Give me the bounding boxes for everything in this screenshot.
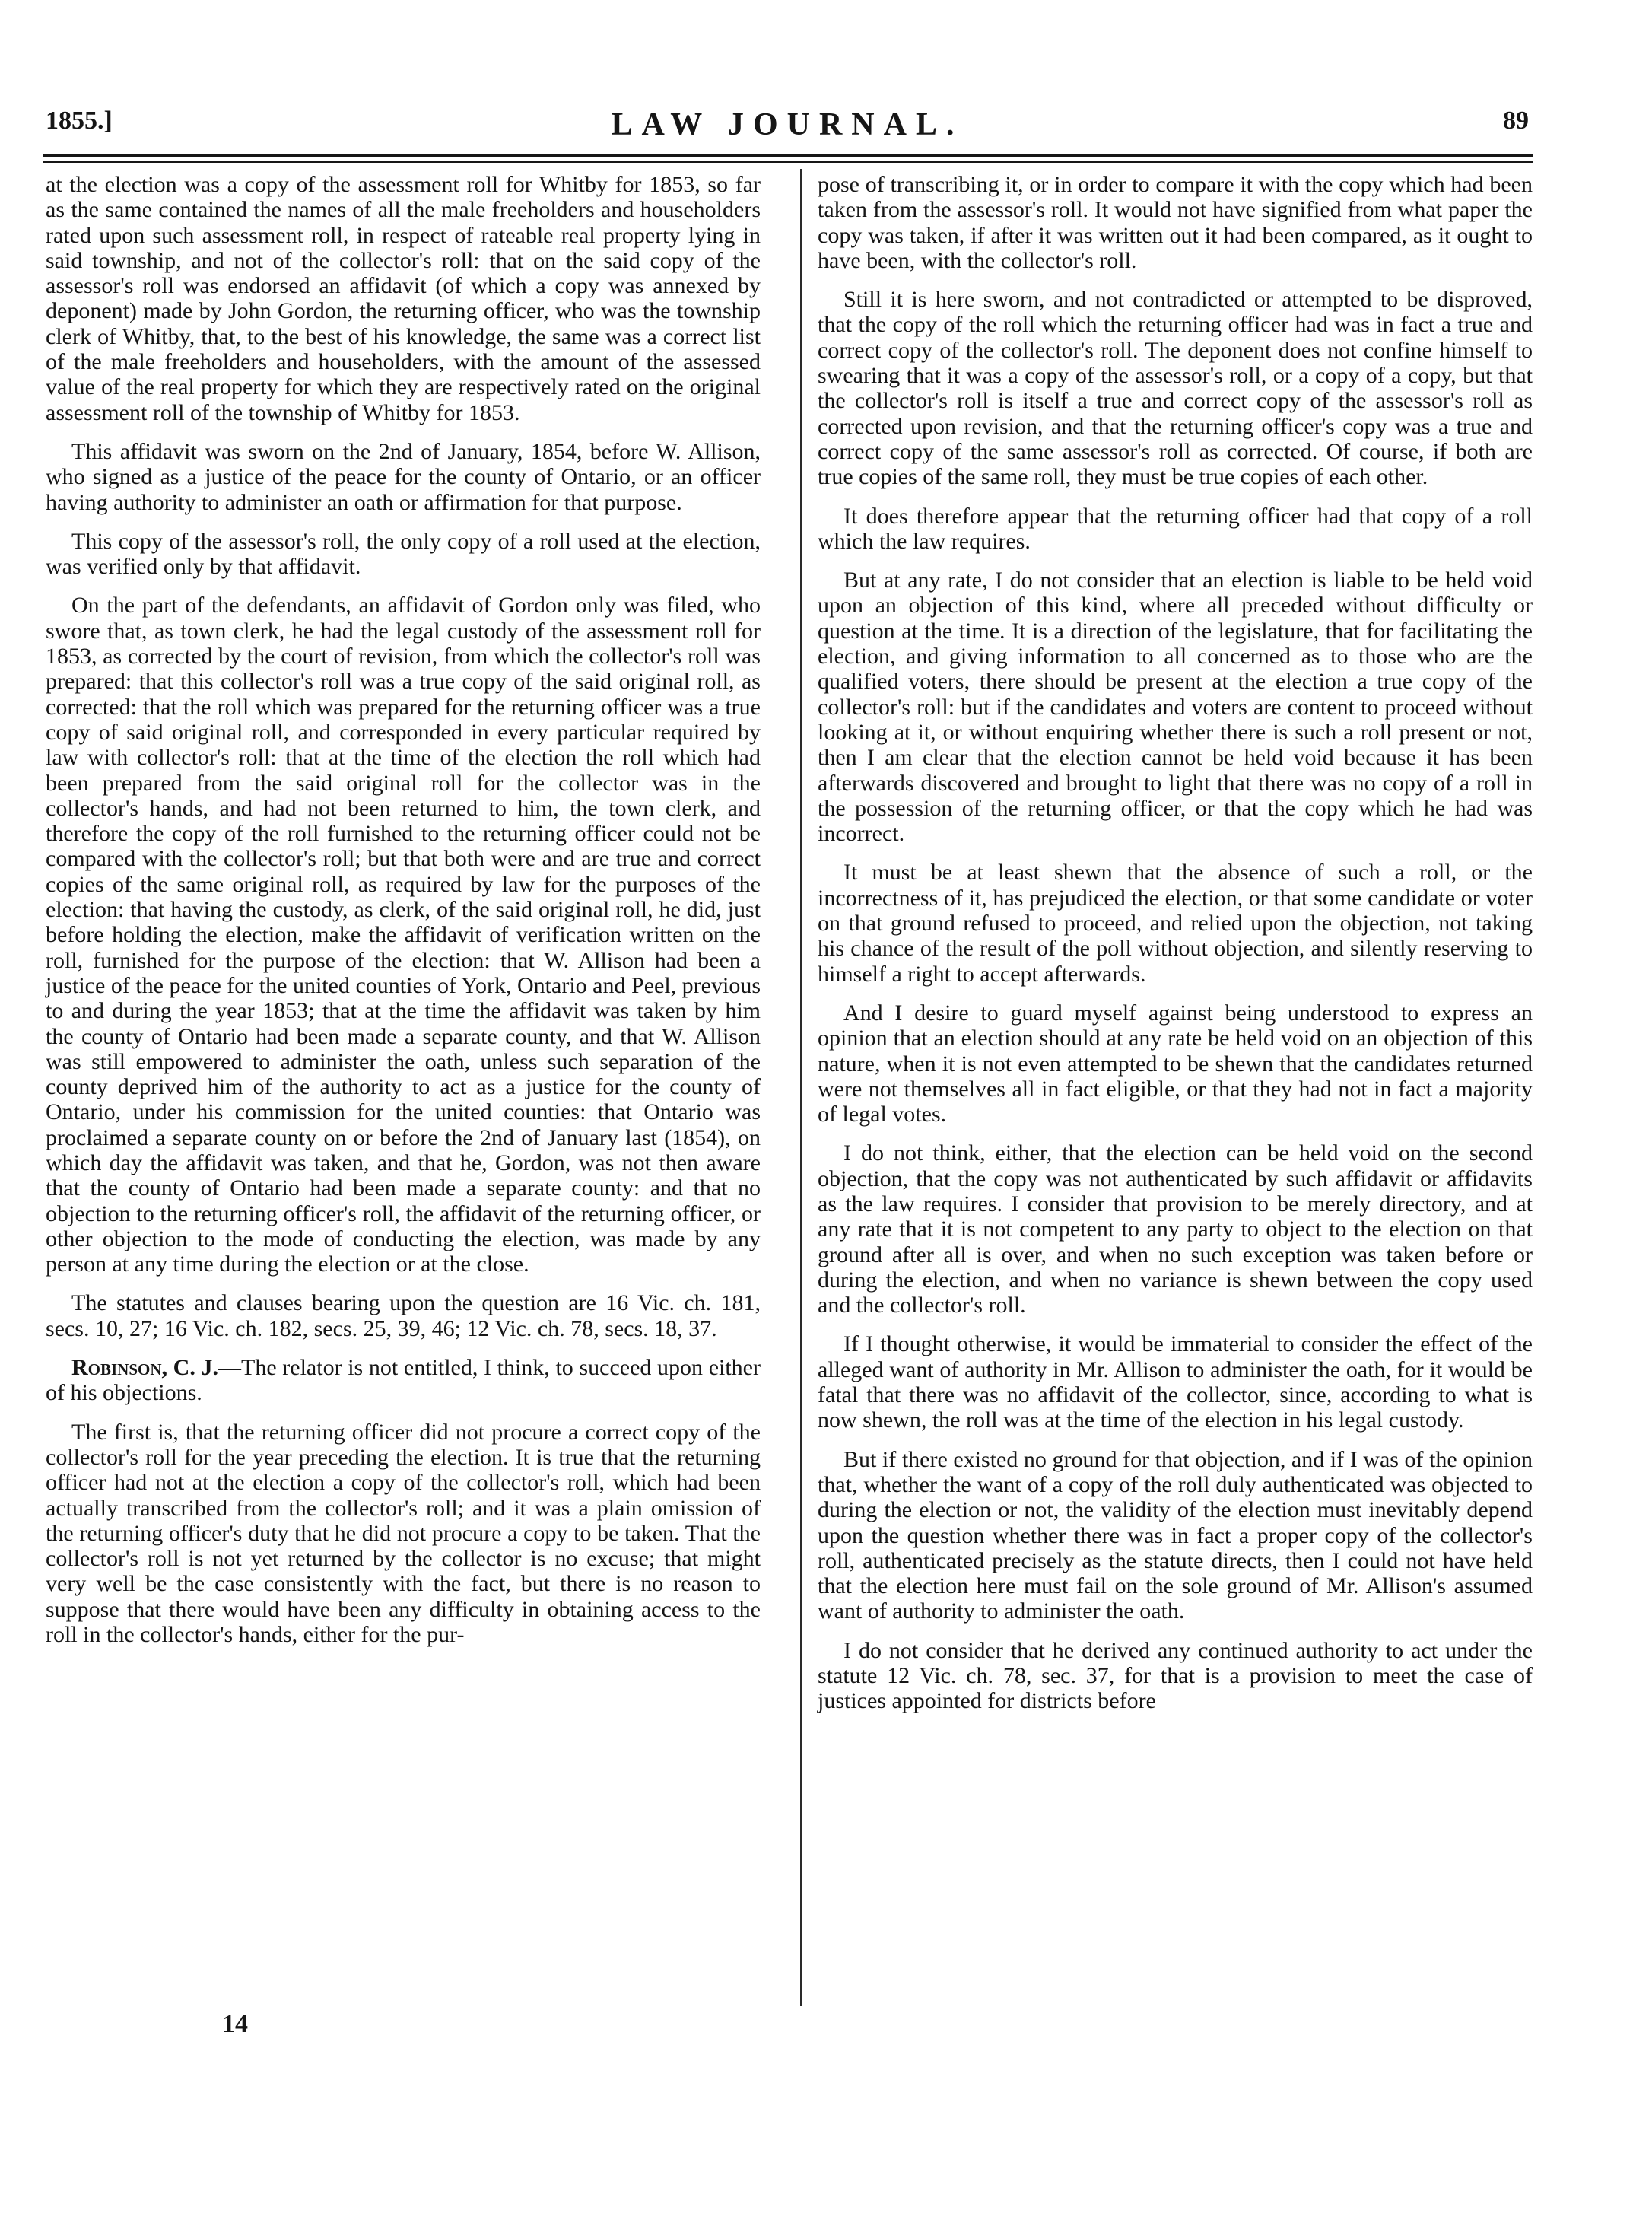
- paragraph: But at any rate, I do not consider that an election is liable to be held void upon an objection of this kind, where all preceded without difficulty or question at the time. It is a direction of the legislature, that for facilitating the election, and giving information to all concerned as to those who are the qualified voters, there should be present at the election a true copy of the collector's roll: but if the candidates and voters are content to proceed without looking at it, or without enquiring whether there is such a roll present or not, then I am clear that the election cannot be held void because it has been afterwards discovered and brought to light that there was no copy of a roll in the possession of the returning officer, or that the copy which he had was incorrect.: [818, 568, 1533, 847]
- paragraph-judgment-opening: [46, 1355, 761, 1406]
- column-divider: [800, 169, 802, 2006]
- paragraph: And I desire to guard myself against being understood to express an opinion that an election should at any rate be held void on an objection of this nature, when it is not even attempted to be shewn that the candidates returned were not themselves all in fact eligible, or that they had not in fact a majority of legal votes.: [818, 1000, 1533, 1127]
- right-column: [818, 172, 1533, 1728]
- signature-mark: 14: [222, 2010, 248, 2038]
- paragraph: I do not consider that he derived any continued authority to act under the statute 12 Vic. ch. 78, sec. 37, for that is a provision to meet the case of justices appointed for districts before: [818, 1637, 1533, 1714]
- header-rule: [43, 154, 1533, 157]
- paragraph: The first is, that the returning officer did not procure a correct copy of the collector's roll for the year preceding the election. It is true that the returning officer had not at the election a copy of the collector's roll, which had been actually transcribed from the collector's roll; and it was a plain omission of the returning officer's duty that he did not procure a copy to be taken. That the collector's roll is not yet returned by the collector is no excuse; that might very well be the case consistently with the fact, but there is no reason to suppose that there would have been any difficulty in obtaining access to the roll in the collector's hands, either for the pur-: [46, 1419, 761, 1648]
- paragraph: I do not think, either, that the election can be held void on the second objection, that the copy was not authenticated by such affidavit or affidavits as the law requires. I consider that provision to be merely directory, and at any rate that it is not competent to any party to object to the election on that ground after all is over, and when no such exception was taken before or during the election, and when no variance is shewn between the copy used and the collector's roll.: [818, 1140, 1533, 1318]
- paragraph: If I thought otherwise, it would be immaterial to consider the effect of the alleged want of authority in Mr. Allison to administer the oath, for it would be fatal that there was no affidavit of the collector, since, according to what is now shewn, the roll was at the time of the election in his legal custody.: [818, 1331, 1533, 1433]
- paragraph: The statutes and clauses bearing upon the question are 16 Vic. ch. 181, secs. 10, 27; 16 Vic. ch. 182, secs. 25, 39, 46; 12 Vic. ch. 78, secs. 18, 37.: [46, 1290, 761, 1341]
- running-header: [46, 107, 1529, 152]
- paragraph: On the part of the defendants, an affidavit of Gordon only was filed, who swore that, as town clerk, he had the legal custody of the assessment roll for 1853, as corrected by the court of revision, from which the collector's roll was prepared: that this collector's roll was a true copy of the said original roll, as corrected: that the roll which was prepared for the returning officer was a true copy of said original roll, and corresponded in every particular required by law with collector's roll: that at the time of the election the roll which had been prepared from the said original roll for the collector was in the collector's hands, and had not been returned to him, the town clerk, and therefore the copy of the roll furnished to the returning officer could not be compared with the collector's roll; but that both were and are true and correct copies of the same original roll, as required by law for the purposes of the election: that having the custody, as clerk, of the said original roll, he did, just before holding the election, make the affidavit of verification written on the roll, furnished for the purpose of the election: that W. Allison had been a justice of the peace for the united counties of York, Ontario and Peel, previous to and during the year 1853; that at the time the affidavit was taken by him the county of Ontario had been made a separate county, and that W. Allison was still empowered to administer the oath, unless such separation of the county deprived him of the authority to act as a justice for the county of Ontario, under his commission for the united counties: that Ontario was proclaimed a separate county on or before the 2nd of January last (1854), on which day the affidavit was taken, and that he, Gordon, was not then aware that the county of Ontario had been made a separate county: and that no objection to the returning officer's roll, the affidavit of the returning officer, or other objection to the mode of conducting the election, was made by any person at any time during the election or at the close.: [46, 593, 761, 1277]
- paragraph: It must be at least shewn that the absence of such a roll, or the incorrectness of it, has prejudiced the election, or that some candidate or voter on that ground refused to proceed, and relied upon the objection, not taking his chance of the result of the poll without objection, and silently reserving to himself a right to accept afterwards.: [818, 860, 1533, 987]
- judge-name: Robinson, C. J.: [71, 1355, 218, 1381]
- header-title: LAW JOURNAL.: [611, 107, 964, 142]
- paragraph: Still it is here sworn, and not contradicted or attempted to be disproved, that the copy of the roll which the returning officer had was in fact a true and correct copy of the collector's roll. The deponent does not confine himself to swearing that it was a copy of the assessor's roll, or a copy of a copy, but that the collector's roll is itself a true and correct copy of the assessor's roll as corrected upon revision, and that the returning officer's copy was a true and correct copy of the same assessor's roll as corrected. Of course, if both are true copies of the same roll, they must be true copies of each other.: [818, 287, 1533, 490]
- judgment-text: —The relator is not entitled, I think, to succeed upon either of his objections.: [46, 1355, 761, 1406]
- header-year: 1855.]: [46, 107, 113, 135]
- paragraph: It does therefore appear that the returning officer had that copy of a roll which the law requires.: [818, 503, 1533, 554]
- paragraph: at the election was a copy of the assessment roll for Whitby for 1853, so far as the same contained the names of all the male freeholders and householders rated upon such assessment roll, in respect of rateable real property lying in said township, and not of the collector's roll: that on the said copy of the assessor's roll was endorsed an affidavit (of which a copy was annexed by deponent) made by John Gordon, the returning officer, who was the township clerk of Whitby, that, to the best of his knowledge, the same was a correct list of the male freeholders and householders, with the amount of the assessed value of the real property for which they are respectively rated on the original assessment roll of the township of Whitby for 1853.: [46, 172, 761, 425]
- left-column: [46, 172, 761, 1661]
- paragraph: This affidavit was sworn on the 2nd of January, 1854, before W. Allison, who signed as a justice of the peace for the county of Ontario, or an officer having authority to administer an oath or affirmation for that purpose.: [46, 438, 761, 515]
- paragraph: But if there existed no ground for that objection, and if I was of the opinion that, whether the want of a copy of the roll duly authenticated was objected to during the election or not, the validity of the election must inevitably depend upon the question whether there was in fact a proper copy of the collector's roll, authenticated precisely as the statute directs, then I could not have held that the election here must fail on the sole ground of Mr. Allison's assumed want of authority to administer the oath.: [818, 1446, 1533, 1624]
- paragraph: pose of transcribing it, or in order to compare it with the copy which had been taken from the assessor's roll. It would not have signified from what paper the copy was taken, if after it was written out it had been compared, as it ought to have been, with the collector's roll.: [818, 172, 1533, 273]
- paragraph: This copy of the assessor's roll, the only copy of a roll used at the election, was verified only by that affidavit.: [46, 528, 761, 580]
- header-rule-thin: [43, 161, 1533, 163]
- header-page-number: 89: [1503, 107, 1529, 135]
